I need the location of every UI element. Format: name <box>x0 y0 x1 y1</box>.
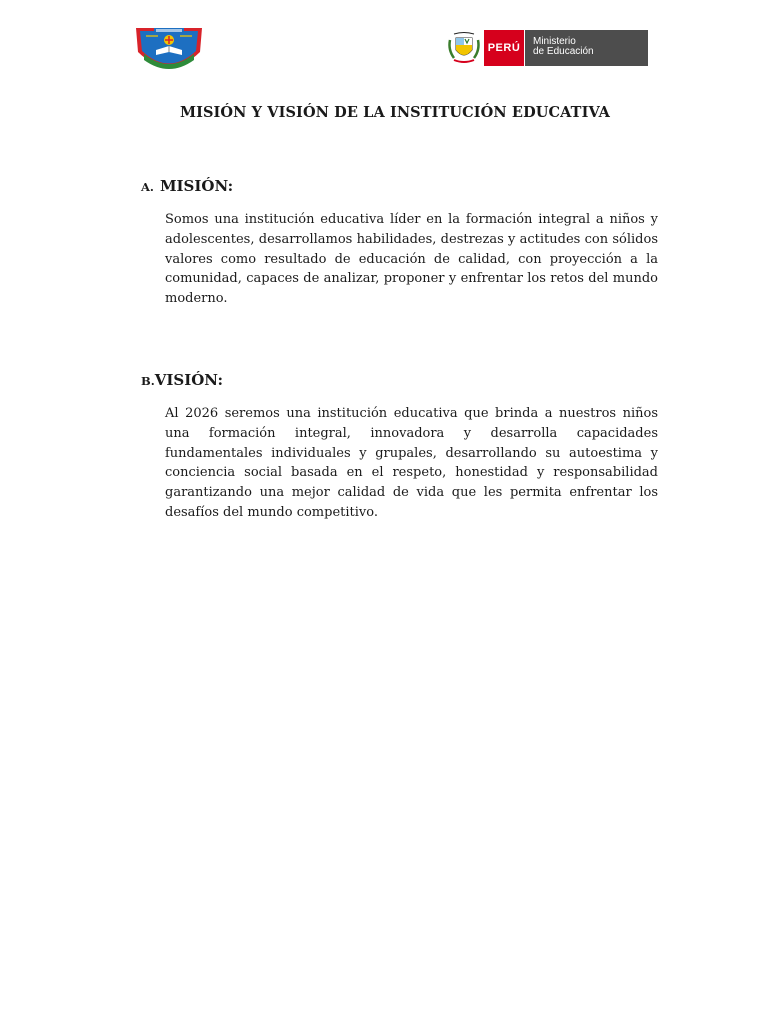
ministry-line1: Ministerio <box>533 36 576 47</box>
school-crest-icon <box>134 24 204 74</box>
section-name: MISIÓN: <box>159 177 234 195</box>
section-letter: A. <box>141 180 154 194</box>
section-heading-vision <box>141 370 223 389</box>
ministry-line2: de Educación <box>533 46 594 57</box>
section-heading-mision <box>141 176 233 195</box>
section-letter: B. <box>141 374 155 388</box>
section-text-vision: Al 2026 seremos una institución educativa que brinda a nuestros niños una formación integral, innovadora y desarrolla capacidades fundamentales individuales y grupales, desarrollando su autoestima y conciencia social basada en el respeto, honestidad y responsabilidad garantizando una mejor calidad de vida que les permita enfrentar los desafíos del mundo competitivo. <box>165 406 658 520</box>
peru-coat-of-arms-icon <box>446 30 482 66</box>
peru-label: PERÚ <box>484 30 524 66</box>
ministry-name <box>524 30 648 66</box>
ministry-logo <box>446 30 648 66</box>
section-text-mision: Somos una institución educativa líder en la formación integral a niños y adolescentes, desarrollamos habilidades, destrezas y actitudes con sólidos valores como resultado de educación de calidad, con proyección a la comunidad, capaces de analizar, proponer y enfrentar los retos del mundo moderno. <box>165 212 658 307</box>
document-title: MISIÓN Y VISIÓN DE LA INSTITUCIÓN EDUCATIVA <box>179 104 611 121</box>
section-name: VISIÓN: <box>154 371 224 389</box>
